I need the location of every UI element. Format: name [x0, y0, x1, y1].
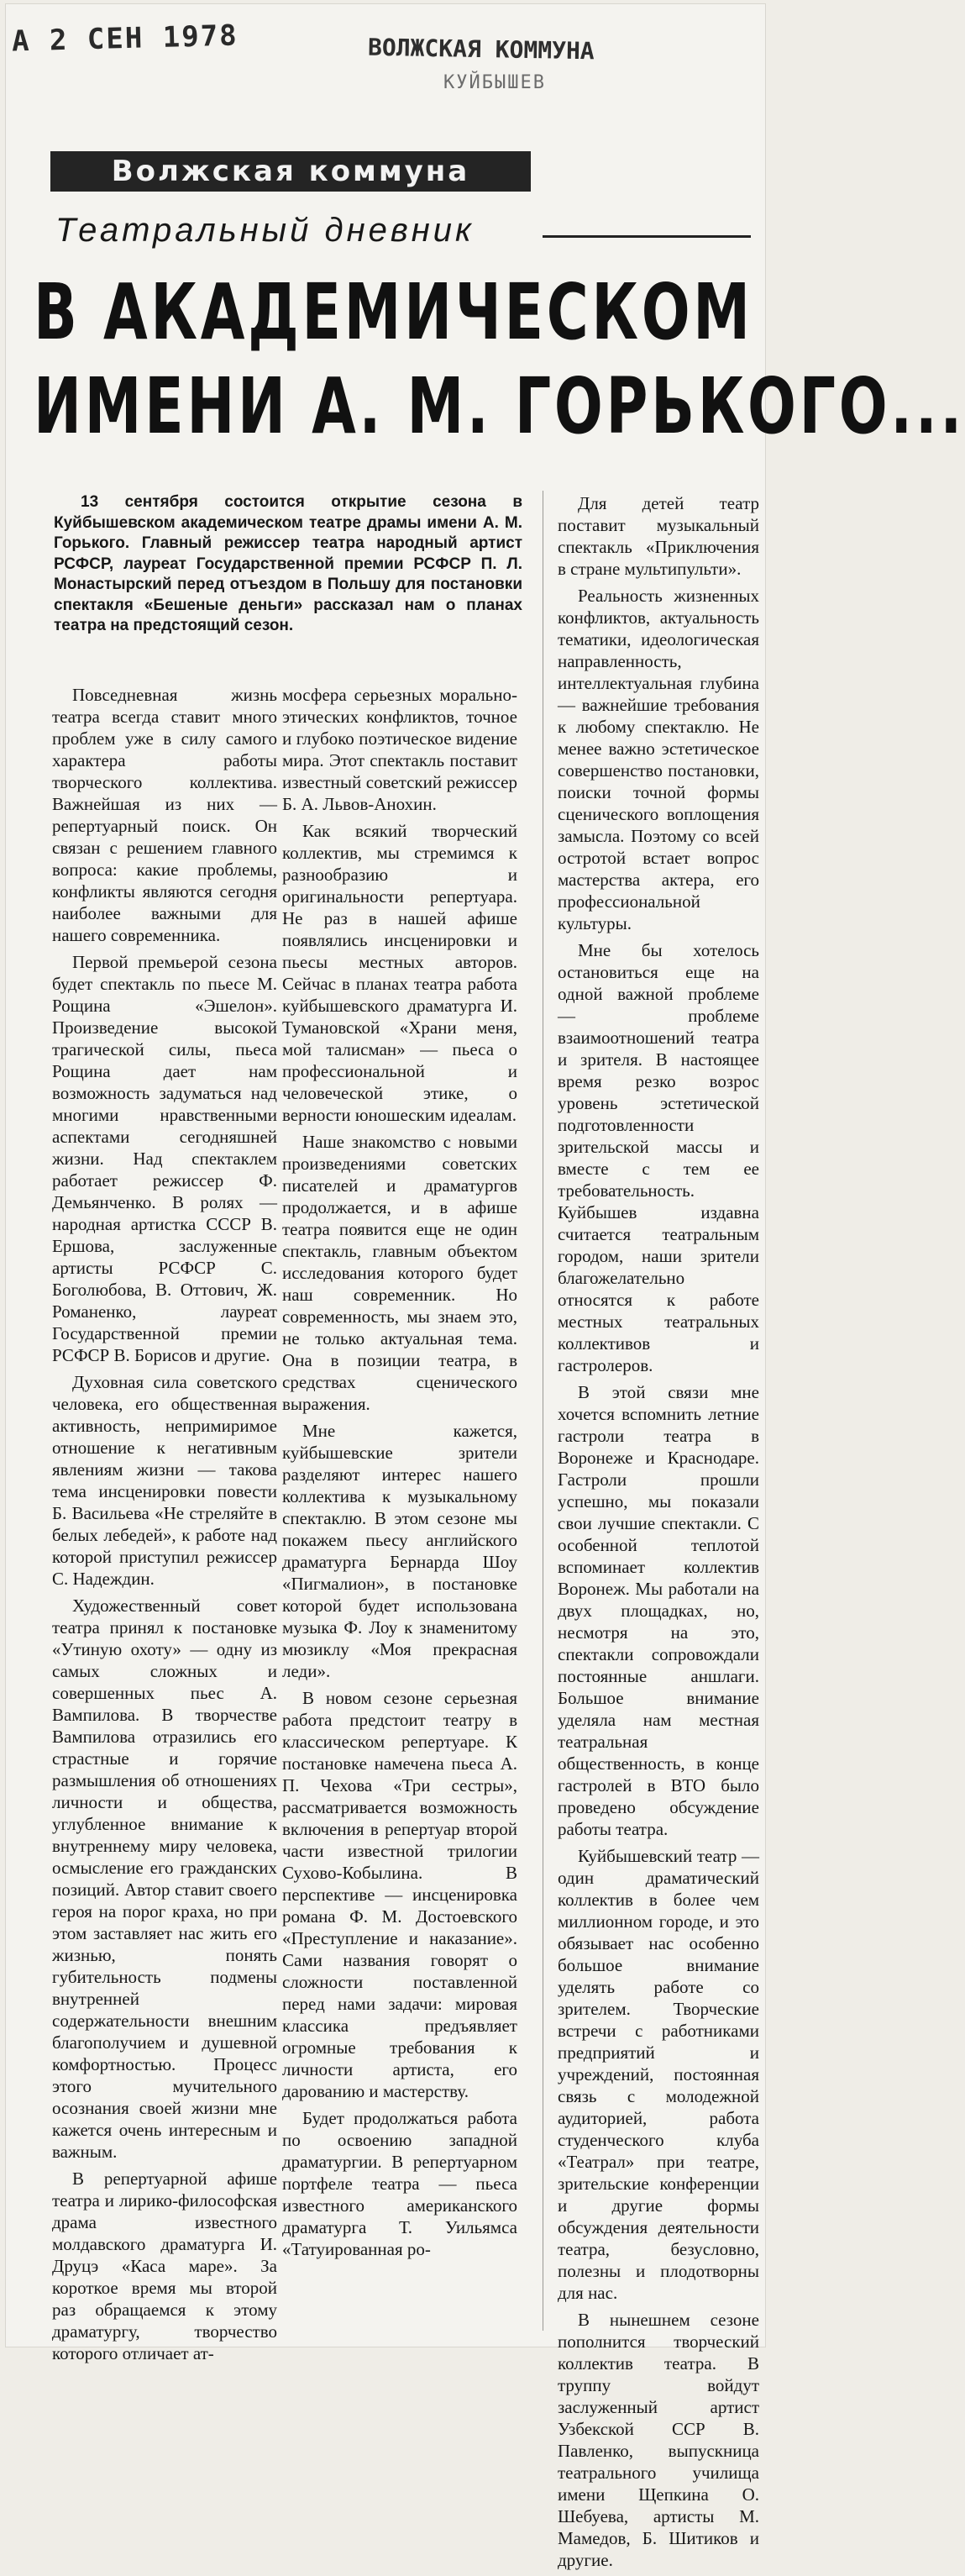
- paragraph: Для детей театр поставит музыкальный спектакль «Приключения в стране мультипульти».: [558, 493, 759, 579]
- paragraph: Повседневная жизнь театра всегда ставит много проблем уже в силу самого характера работы творческого коллектива. Важнейшая из них — репертуарный поиск. Он связан с решением главного вопроса: какие проблемы, конфликты являются сегодня наиболее важными для нашего современника.: [52, 685, 277, 945]
- paragraph: В этой связи мне хочется вспомнить летние гастроли театра в Воронеже и Краснодаре. Гастроли прошли успешно, мы показали свои лучшие спектакли. С особенной теплотой вспоминает коллектив Воронеж. Мы работали на двух площадках, но, несмотря на это, спектакли сопровождали постоянные аншлаги. Большое внимание уделяла нам местная театральная общественность, в конце гастролей в ВТО было проведено обсуждение работы театра.: [558, 1382, 759, 1839]
- article-column-3: [558, 492, 759, 2576]
- paragraph: В репертуарной афише театра и лирико-философская драма известного молдавского драматурга И. Друцэ «Каса маре». За короткое время мы второй раз обращаемся к этому драматургу, творчество которого отличает ат-: [52, 2169, 277, 2363]
- city-stamp: КУЙБЫШЕВ: [443, 72, 546, 93]
- headline-line-1: В АКАДЕМИЧЕСКОМ: [34, 267, 753, 357]
- article-column-1: [52, 684, 277, 2369]
- paragraph: Как всякий творческий коллектив, мы стремимся к разнообразию и оригинальности репертуара. Не раз в нашей афише появлялись инсценировки и пьесы местных авторов. Сейчас в планах театра работа куйбышевского драматурга И. Тумановской «Храни меня, мой талисман» — пьеса о профессиональной и человеческой этике, о верности юношеским идеалам.: [282, 821, 517, 1125]
- date-stamp: А 2 СЕН 1978: [11, 18, 239, 59]
- rubric-rule: [543, 235, 751, 238]
- lead-text: 13 сентября состоится открытие сезона в Куйбышевском академическом театре драмы имени А. М. Горького. Главный режиссер театра народный артист РСФСР, лауреат Государственной премии РСФСР П. Л. Монастырский перед отъездом в Польшу для постановки спектакля «Бешеные деньги» рассказал нам о планах театра на предстоящий сезон.: [54, 493, 522, 634]
- paragraph: Художественный совет театра принял к постановке «Утиную охоту» — одну из самых сложных и совершенных пьес А. Вампилова. В творчестве Вампилова отразились его страстные и горячие размышления об отношениях личности и общества, углубленное внимание к внутреннему миру человека, осмысление его гражданских позиций. Автор ставит своего героя на порог краха, но при этом заставляет нас жить его жизнью, понять губительность подмены внутренней содержательности внешним благополучием и душевной комфортностью. Процесс этого мучительного осознания своей жизни мне кажется очень интересным и важным.: [52, 1596, 277, 2162]
- lead-paragraph: [54, 492, 522, 637]
- rubric-title: Театральный дневник: [55, 212, 475, 249]
- source-stamp: ВОЛЖСКАЯ КОММУНА: [367, 33, 595, 66]
- paragraph: Будет продолжаться работа по освоению западной драматургии. В репертуарном портфеле театра — пьеса известного американского драматурга Т. Уильямса «Татуированная ро-: [282, 2108, 517, 2259]
- newspaper-banner: Волжская коммуна: [50, 151, 531, 192]
- paragraph: Мне бы хотелось остановиться еще на одной важной проблеме — проблеме взаимоотношений театра и зрителя. В настоящее время резко возрос уровень эстетической подготовленности зрительской массы и вместе с тем ее требовательность. Куйбышев издавна считается театральным городом, наши зрители благожелательно относятся к работе местных театральных коллективов и гастролеров.: [558, 940, 759, 1375]
- paragraph: Мне кажется, куйбышевские зрители разделяют интерес нашего коллектива к музыкальному спектаклю. В этом сезоне мы покажем пьесу английского драматурга Бернарда Шоу «Пигмалион», в постановке которой будет использована музыка Ф. Лоу к знаменитому мюзиклу «Моя прекрасная леди».: [282, 1421, 517, 1681]
- paragraph: Реальность жизненных конфликтов, актуальность тематики, идеологическая направленность, интеллектуальная глубина — важнейшие требования к любому спектаклю. Не менее важно эстетическое совершенство постановки, поиски точной формы сценического воплощения замысла. Поэтому со всей остротой встает вопрос мастерства актера, его профессиональной культуры.: [558, 586, 759, 933]
- paragraph: Первой премьерой сезона будет спектакль по пьесе М. Рощина «Эшелон». Произведение высокой трагической силы, пьеса Рощина дает нам возможность задуматься над многими нравственными аспектами сегодняшней жизни. Над спектаклем работает режиссер Ф. Демьянченко. В ролях — народная артистка СССР В. Ершова, заслуженные артисты РСФСР С. Боголюбова, В. Оттович, Ж. Романенко, лауреат Государственной премии РСФСР В. Борисов и другие.: [52, 952, 277, 1365]
- paragraph: В нынешнем сезоне пополнится творческий коллектив театра. В труппу войдут заслуженный артист Узбекской ССР В. Павленко, выпускница театрального училища имени Щепкина О. Шебуева, артисты М. Мамедов, Б. Шитиков и другие.: [558, 2310, 759, 2570]
- paragraph: В новом сезоне серьезная работа предстоит театру в классическом репертуаре. К постановке намечена пьеса А. П. Чехова «Три сестры», рассматривается возможность включения в репертуар второй части известной трилогии Сухово-Кобылина. В перспективе — инсценировка романа Ф. М. Достоевского «Преступление и наказание». Сами названия говорят о сложности поставленной перед нами задачи: мировая классика предъявляет огромные требования к личности артиста, его дарованию и мастерству.: [282, 1688, 517, 2101]
- paragraph: Куйбышевский театр — один драматический коллектив в более чем миллионном городе, и это обязывает нас особенно большое внимание уделять работе со зрителем. Творческие встречи с работниками предприятий и учреждений, постоянная связь с молодежной аудиторией, работа студенческого клуба «Театрал» при театре, зрительские конференции и другие формы обсуждения деятельности театра, безусловно, полезны и плодотворны для нас.: [558, 1846, 759, 2303]
- article-column-2: [282, 684, 517, 2265]
- newspaper-clipping: [5, 3, 965, 2570]
- headline-line-2: ИМЕНИ А. М. ГОРЬКОГО...: [34, 361, 965, 451]
- paragraph: мосфера серьезных морально-этических конфликтов, точное и глубоко поэтическое видение мира. Этот спектакль поставит известный советский режиссер Б. А. Львов-Анохин.: [282, 685, 517, 814]
- paragraph: Духовная сила советского человека, его общественная активность, непримиримое отношение к негативным явлениям жизни — такова тема инсценировки повести Б. Васильева «Не стреляйте в белых лебедей», к работе над которой приступил режиссер С. Надеждин.: [52, 1372, 277, 1589]
- paragraph: Наше знакомство с новыми произведениями советских писателей и драматургов продолжается, и в афише театра появится еще не один спектакль, главным объектом исследования которого будет наш современник. Но современность, мы знаем это, не только актуальная тема. Она в позиции театра, в средствах сценического выражения.: [282, 1132, 517, 1414]
